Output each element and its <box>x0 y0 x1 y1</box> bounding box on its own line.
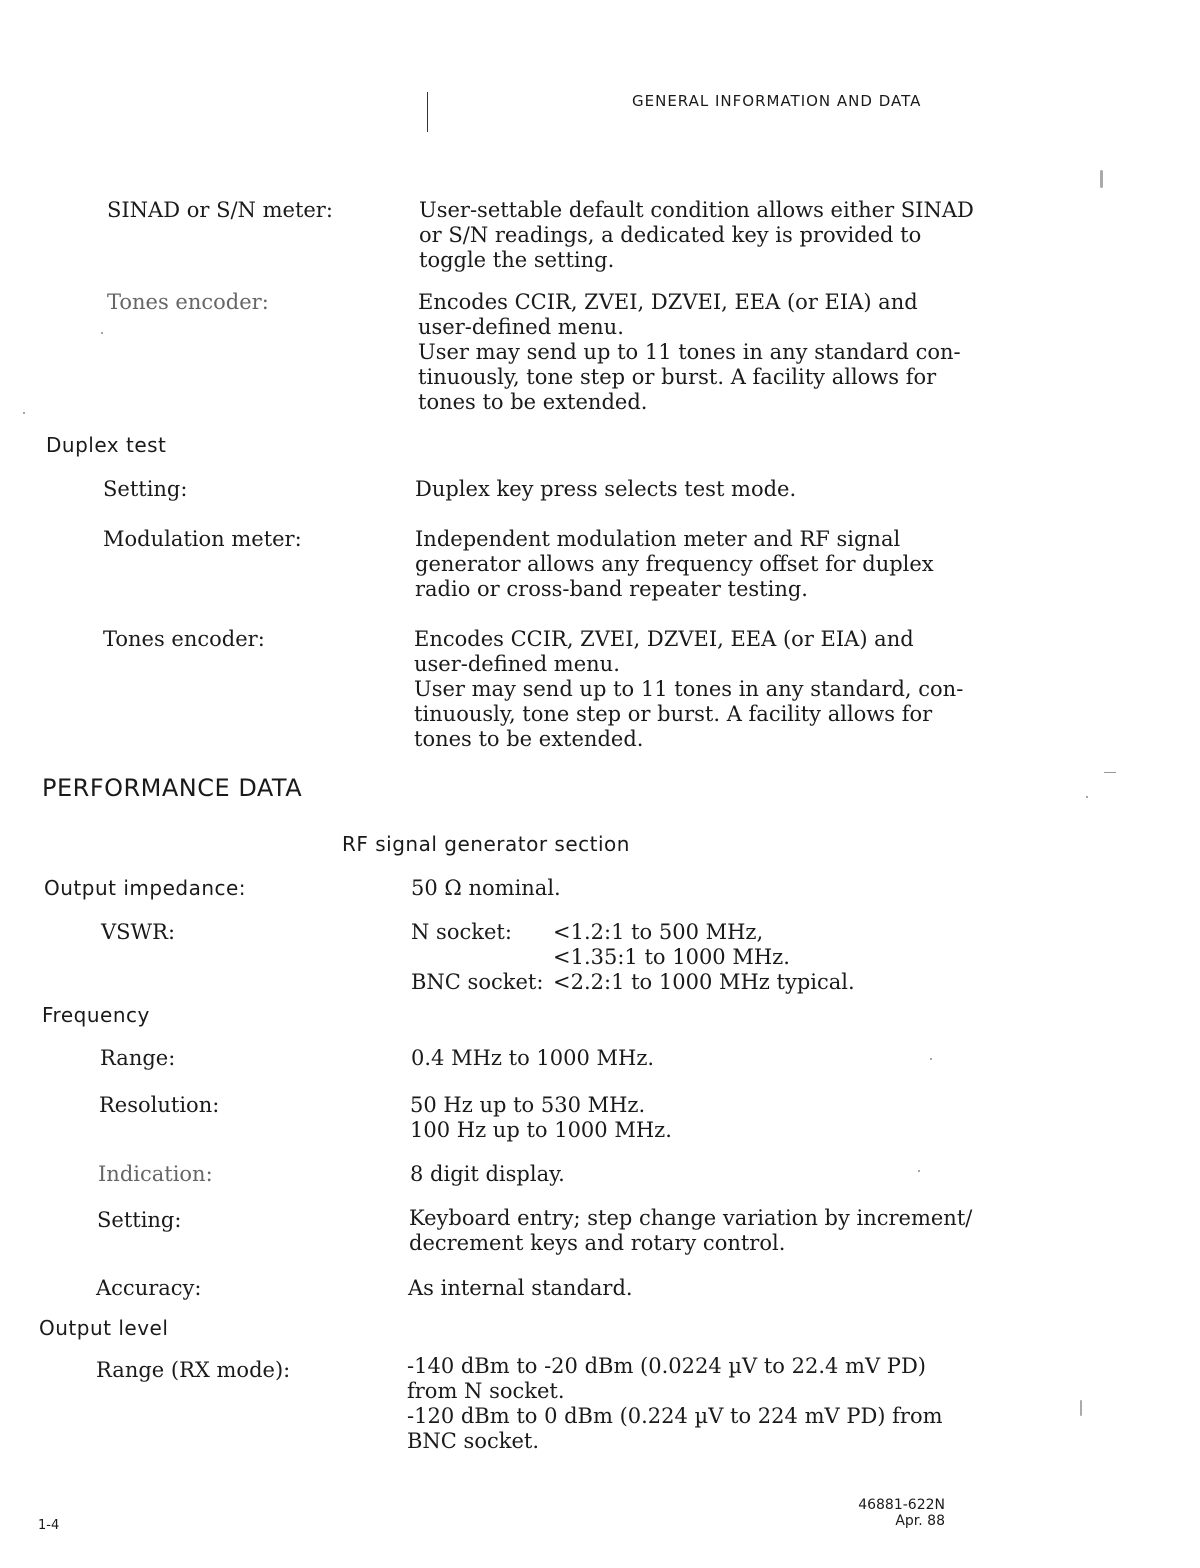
scan-mark <box>1086 796 1088 798</box>
text-line: Encodes CCIR, ZVEI, DZVEI, EEA (or EIA) and <box>414 627 914 651</box>
accuracy-value <box>408 1276 633 1301</box>
scan-mark <box>1080 1400 1082 1416</box>
socket-type: N socket: <box>411 920 512 944</box>
sinad-label: SINAD or S/N meter: <box>107 198 333 222</box>
resolution-label: Resolution: <box>99 1093 220 1117</box>
resolution-value <box>410 1093 672 1143</box>
text-line: -120 dBm to 0 dBm (0.224 µV to 224 mV PD) from <box>407 1404 943 1428</box>
document-date: Apr. 88 <box>895 1513 945 1529</box>
text-line: tinuously, tone step or burst. A facility allows for <box>414 702 933 726</box>
frequency-heading: Frequency <box>42 1003 150 1027</box>
duplex-test-heading: Duplex test <box>46 433 167 457</box>
document-code: 46881-622N <box>858 1497 945 1513</box>
text-line: generator allows any frequency offset for duplex <box>415 552 934 576</box>
text-line: tones to be extended. <box>418 390 648 414</box>
duplex-setting-label: Setting: <box>103 477 188 501</box>
text-line: -140 dBm to -20 dBm (0.0224 µV to 22.4 mV PD) <box>407 1354 926 1378</box>
duplex-tones-encoder-label: Tones encoder: <box>103 627 265 651</box>
page-number: 1-4 <box>38 1518 60 1533</box>
scan-mark <box>23 412 25 414</box>
tones-encoder-label: Tones encoder: <box>107 290 269 314</box>
output-impedance-label: Output impedance: <box>44 876 247 900</box>
accuracy-label: Accuracy: <box>96 1276 202 1300</box>
text-line: 0.4 MHz to 1000 MHz. <box>411 1046 655 1070</box>
rf-signal-generator-heading: RF signal generator section <box>342 832 630 856</box>
rx-range-label: Range (RX mode): <box>96 1358 291 1382</box>
text-line: BNC socket. <box>407 1429 539 1453</box>
frequency-setting-value <box>409 1206 972 1256</box>
frequency-setting-label: Setting: <box>97 1208 182 1232</box>
indication-label: Indication: <box>98 1162 213 1186</box>
scan-mark <box>1104 772 1116 773</box>
text-line: 8 digit display. <box>410 1162 565 1186</box>
modulation-meter-value <box>415 527 934 602</box>
vswr-value: <2.2:1 to 1000 MHz typical. <box>553 970 855 994</box>
vswr-row <box>411 970 855 995</box>
text-line: decrement keys and rotary control. <box>409 1231 786 1255</box>
range-label: Range: <box>100 1046 176 1070</box>
text-line: radio or cross-band repeater testing. <box>415 577 808 601</box>
text-line: Duplex key press selects test mode. <box>415 477 797 501</box>
text-line: tones to be extended. <box>414 727 644 751</box>
performance-data-heading: PERFORMANCE DATA <box>42 774 303 802</box>
modulation-meter-label: Modulation meter: <box>103 527 302 551</box>
socket-type: BNC socket: <box>411 970 544 994</box>
output-level-heading: Output level <box>39 1316 169 1340</box>
text-line: user-defined menu. <box>418 315 624 339</box>
text-line: or S/N readings, a dedicated key is provided to <box>419 223 922 247</box>
scan-mark <box>101 332 103 334</box>
text-line: toggle the setting. <box>419 248 615 272</box>
text-line: tinuously, tone step or burst. A facility allows for <box>418 365 937 389</box>
output-impedance-value <box>411 876 561 901</box>
text-line: 100 Hz up to 1000 MHz. <box>410 1118 672 1142</box>
scan-mark <box>930 1058 932 1060</box>
text-line: from N socket. <box>407 1379 565 1403</box>
text-line: User may send up to 11 tones in any standard, con- <box>414 677 964 701</box>
rx-range-value <box>407 1354 943 1454</box>
text-line: User-settable default condition allows either SINAD <box>419 198 974 222</box>
vswr-table <box>411 920 855 995</box>
duplex-tones-encoder-value <box>414 627 963 752</box>
range-value <box>411 1046 654 1071</box>
vswr-value: <1.35:1 to 1000 MHz. <box>553 945 790 969</box>
scan-mark <box>918 1170 920 1172</box>
header-divider <box>427 92 428 132</box>
text-line: As internal standard. <box>408 1276 633 1300</box>
text-line: Keyboard entry; step change variation by increment/ <box>409 1206 973 1230</box>
text-line: 50 Hz up to 530 MHz. <box>410 1093 646 1117</box>
vswr-value: <1.2:1 to 500 MHz, <box>553 920 764 944</box>
running-header: GENERAL INFORMATION AND DATA <box>632 92 922 110</box>
text-line: Encodes CCIR, ZVEI, DZVEI, EEA (or EIA) and <box>418 290 918 314</box>
vswr-label: VSWR: <box>101 920 176 944</box>
text-line: Independent modulation meter and RF signal <box>415 527 901 551</box>
text-line: 50 Ω nominal. <box>411 876 561 900</box>
document-code-block <box>800 1497 945 1529</box>
tones-encoder-value <box>418 290 961 415</box>
indication-value <box>410 1162 565 1187</box>
text-line: user-defined menu. <box>414 652 620 676</box>
scan-mark <box>1100 170 1103 188</box>
duplex-setting-value <box>415 477 796 502</box>
vswr-row <box>411 920 855 945</box>
sinad-value <box>419 198 974 273</box>
text-line: User may send up to 11 tones in any standard con- <box>418 340 961 364</box>
vswr-row <box>411 945 855 970</box>
